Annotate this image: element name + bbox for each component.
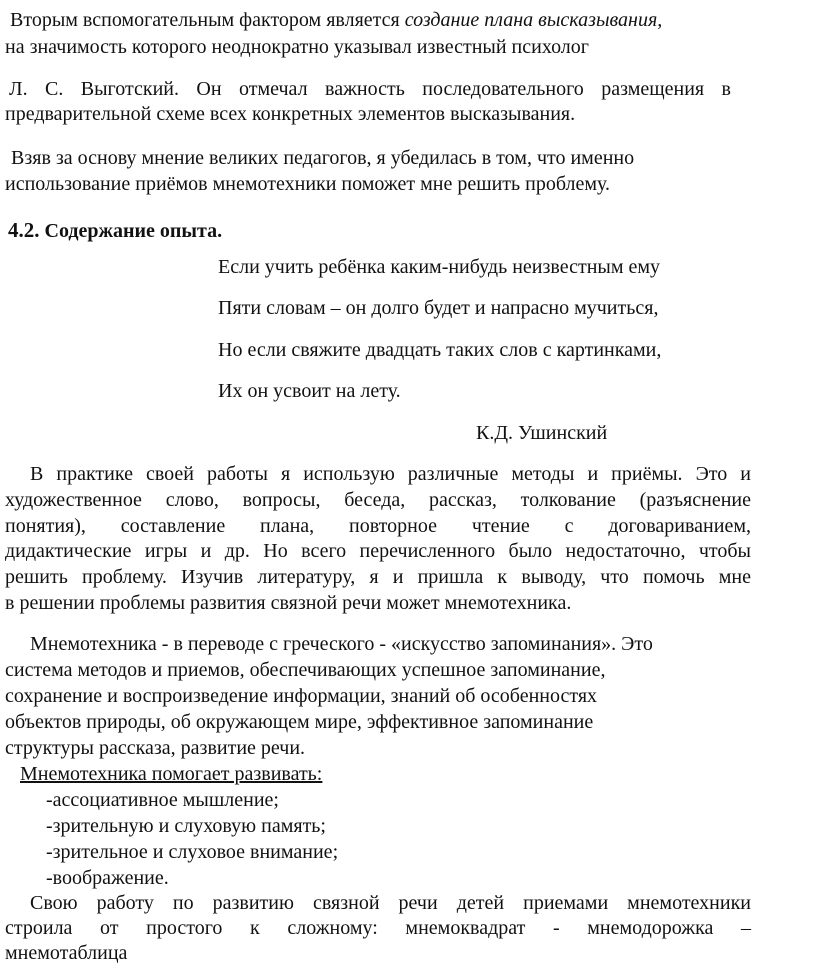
section-heading: [8, 218, 754, 243]
paragraph-3-line-1: Взяв за основу мнение великих педагогов, я убедилась в том, что именно: [11, 147, 635, 169]
poem-author: К.Д. Ушинский: [476, 422, 608, 444]
paragraph-5-line-4: объектов природы, об окружающем мире, эффективное запоминание: [5, 711, 594, 733]
paragraph-6-line-1: Свою работу по развитию связной речи детей приемами мнемотехники: [30, 892, 751, 914]
paragraph-4-line-6: в решении проблемы развития связной речи может мнемотехника.: [5, 592, 572, 614]
paragraph-1-line-1: [10, 8, 756, 32]
poem-line-3: Но если свяжите двадцать таких слов с картинками,: [218, 339, 662, 361]
paragraph-4-line-2: художественное слово, вопросы, беседа, рассказ, толкование (разъяснение: [5, 489, 751, 511]
section-title: Содержание опыта.: [44, 220, 223, 242]
section-number: 4.2.: [8, 218, 40, 242]
paragraph-4-line-5: решить проблему. Изучив литературу, я и пришла к выводу, что помочь мне: [5, 566, 751, 588]
paragraph-6-line-2: строила от простого к сложному: мнемоквадрат - мнемодорожка –: [5, 917, 751, 939]
text: Вторым вспомогательным фактором является: [10, 9, 405, 31]
list-item: -зрительное и слуховое внимание;: [46, 841, 339, 863]
paragraph-5-line-5: структуры рассказа, развитие речи.: [5, 737, 306, 759]
paragraph-5-line-2: система методов и приемов, обеспечивающих успешное запоминание,: [5, 659, 606, 681]
paragraph-4-line-3: понятия), составление плана, повторное чтение с договариванием,: [5, 515, 751, 537]
list-item: -ассоциативное мышление;: [46, 789, 279, 811]
paragraph-5-line-1: Мнемотехника - в переводе с греческого - «искусство запоминания». Это: [30, 633, 653, 655]
paragraph-5-line-3: сохранение и воспроизведение информации, знаний об особенностях: [5, 685, 598, 707]
list-item: -воображение.: [46, 867, 169, 889]
paragraph-1-line-2: на значимость которого неоднократно указывал известный психолог: [5, 36, 589, 58]
poem-line-4: Их он усвоит на лету.: [218, 380, 401, 402]
italic-phrase: создание плана высказывания,: [404, 9, 663, 31]
paragraph-3-line-2: использование приёмов мнемотехники поможет мне решить проблему.: [5, 173, 611, 195]
paragraph-4-line-4: дидактические игры и др. Но всего перечисленного было недостаточно, чтобы: [5, 540, 751, 562]
paragraph-6-line-3: мнемотаблица: [5, 942, 128, 964]
list-item: -зрительную и слуховую память;: [46, 815, 326, 837]
paragraph-4-line-1: В практике своей работы я использую различные методы и приёмы. Это и: [30, 463, 751, 485]
poem-line-2: Пяти словам – он долго будет и напрасно мучиться,: [218, 297, 659, 319]
paragraph-2-line-1: Л. С. Выготский. Он отмечал важность последовательного размещения в: [9, 78, 731, 100]
paragraph-2-line-2: предварительной схеме всех конкретных элементов высказывания.: [5, 103, 576, 125]
poem-line-1: Если учить ребёнка каким-нибудь неизвестным ему: [218, 256, 661, 278]
list-title: Мнемотехника помогает развивать:: [20, 763, 323, 785]
